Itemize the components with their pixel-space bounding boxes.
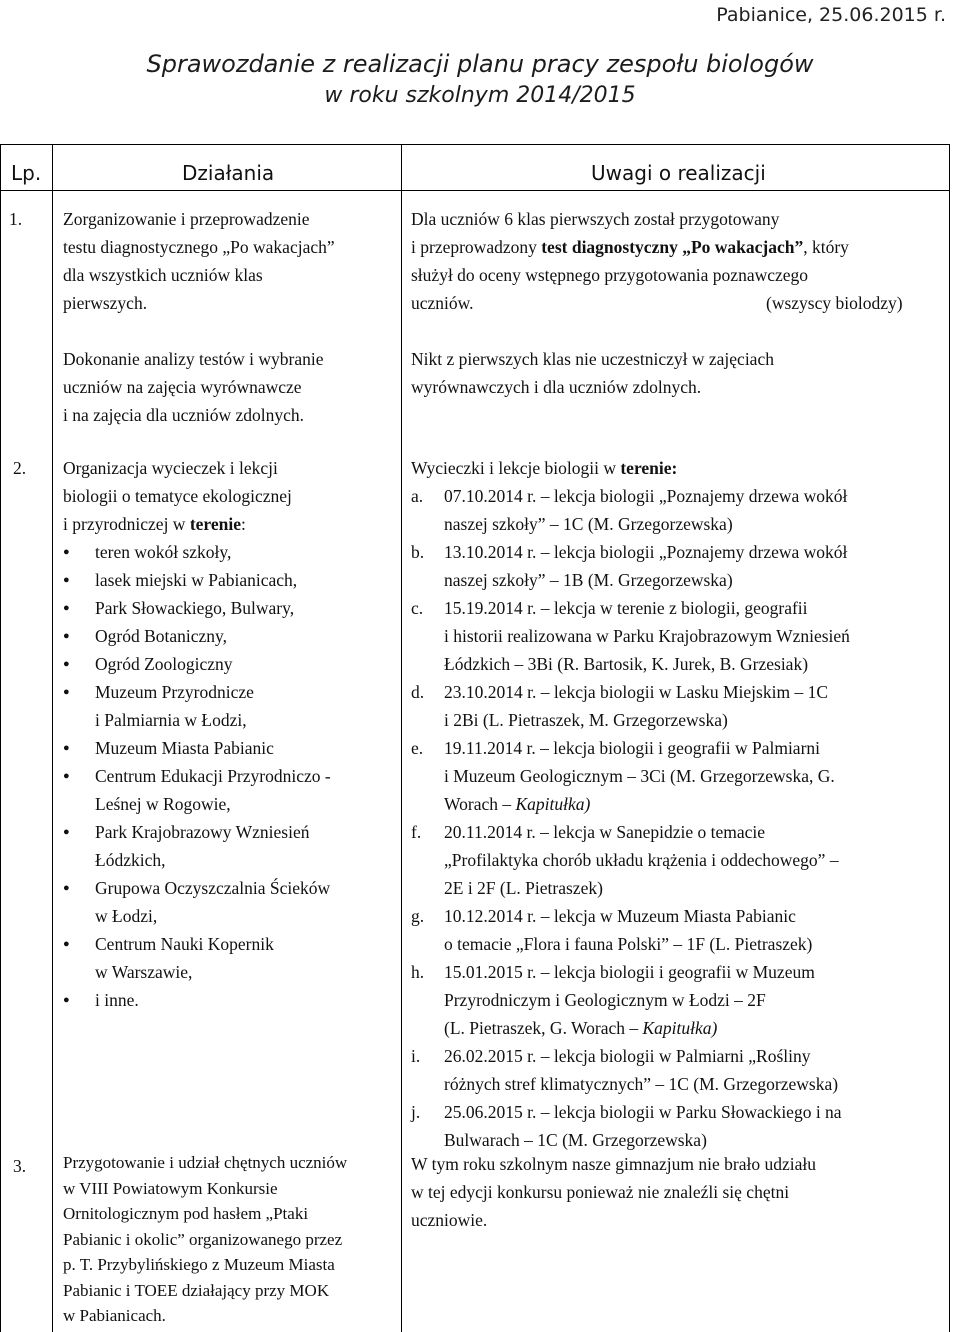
column-divider: [401, 145, 402, 1332]
trip-item: h. 15.01.2015 r. – lekcja biologii i geografii w Muzeum Przyrodniczym i Geologicznym w Łodzi – 2F (L. Pietraszek, G. Worach – Kapitułka): [411, 962, 815, 1038]
action-test-analysis: Dokonanie analizy testów i wybranie uczniów na zajęcia wyrównawcze i na zajęcia dla uczniów zdolnych.: [63, 349, 324, 425]
place-item: ● Centrum Edukacji Przyrodniczo - Leśnej w Rogowie,: [63, 762, 331, 818]
trip-item: g. 10.12.2014 r. – lekcja w Muzeum Miasta Pabianic o temacie „Flora i fauna Polski” – 1F (L. Pietraszek): [411, 906, 813, 954]
place-item: ● i inne.: [63, 986, 331, 1014]
trip-item: f. 20.11.2014 r. – lekcja w Sanepidzie o temacie „Profilaktyka chorób układu krążenia i oddechowego” – 2E i 2F (L. Pietraszek): [411, 822, 839, 898]
remark-test-diagnostic: Dla uczniów 6 klas pierwszych został przygotowany i przeprowadzony test diagnostyczny „Po wakacjach”, który służył do oceny wstępnego przygotowania poznawczego uczniów. (wszyscy biolodzy): [411, 209, 903, 313]
places-list: [63, 538, 331, 1014]
trip-item: d. 23.10.2014 r. – lekcja biologii w Lasku Miejskim – 1C i 2Bi (L. Pietraszek, M. Grzegorzewska): [411, 682, 829, 730]
report-date: Pabianice, 25.06.2015 r.: [716, 4, 946, 26]
place-item: ● Park Słowackiego, Bulwary,: [63, 594, 331, 622]
action-trips: Organizacja wycieczek i lekcji biologii o tematyce ekologicznej i przyrodniczej w terenie: ● teren wokół szkoły, ● lasek miejski w Pabianicach, ● Park Słowackiego, Bulwary, ● Ogród Botaniczny, ● Ogród Zoologiczny ● Muzeum Przyrodnicze i Palmiarnia w Łodzi, ● Muzeum Miasta Pabianic ● Centrum Edukacji Przyrodniczo - Leśnej w Rogowie, ● Park Krajobrazowy Wzniesień Łódzkich, ● Grupowa Oczyszczalnia Ścieków w Łodzi, ● Centrum Nauki Kopernik w Warszawie, ● i inne.: [63, 454, 331, 1014]
trip-item: j. 25.06.2015 r. – lekcja biologii w Parku Słowackiego i na Bulwarach – 1C (M. Grzegorzewska): [411, 1102, 842, 1150]
place-item: ● Centrum Nauki Kopernik w Warszawie,: [63, 930, 331, 986]
action-test-diagnostic: Zorganizowanie i przeprowadzenie testu diagnostycznego „Po wakacjach” dla wszystkich uczniów klas pierwszych.: [63, 209, 335, 313]
report-table: [0, 144, 950, 1332]
remark-test-analysis: Nikt z pierwszych klas nie uczestniczył w zajęciach wyrównawczych i dla uczniów zdolnych.: [411, 349, 774, 397]
report-subtitle: w roku szkolnym 2014/2015: [324, 83, 636, 108]
trip-item: i. 26.02.2015 r. – lekcja biologii w Palmiarni „Rośliny różnych stref klimatycznych” – 1C (M. Grzegorzewska): [411, 1046, 839, 1094]
trips-list: [411, 482, 850, 1154]
remark-ornithology-contest: W tym roku szkolnym nasze gimnazjum nie brało udziału w tej edycji konkursu ponieważ nie znaleźli się chętni uczniowie.: [411, 1154, 816, 1230]
action-ornithology-contest: Przygotowanie i udział chętnych uczniów w VIII Powiatowym Konkursie Ornitologicznym pod hasłem „Ptaki Pabianic i okolic” organizowanego przez p. T. Przybylińskiego z Muzeum Miasta Pabianic i TOEE działający przy MOK w Pabianicach.: [63, 1153, 348, 1325]
place-item: ● Muzeum Miasta Pabianic: [63, 734, 331, 762]
row-number: 3.: [13, 1156, 27, 1176]
place-item: ● Ogród Botaniczny,: [63, 622, 331, 650]
column-header-actions: Działania: [182, 161, 275, 185]
trip-item: c. 15.19.2014 r. – lekcja w terenie z biologii, geografii i historii realizowana w Parku Krajobrazowym Wzniesień Łódzkich – 3Bi (R. Bartosik, K. Jurek, B. Grzesiak): [411, 598, 850, 674]
place-item: ● lasek miejski w Pabianicach,: [63, 566, 331, 594]
place-item: ● Park Krajobrazowy Wzniesień Łódzkich,: [63, 818, 331, 874]
place-item: ● Grupowa Oczyszczalnia Ścieków w Łodzi,: [63, 874, 331, 930]
column-divider: [52, 145, 53, 1332]
row-number: 1.: [9, 209, 23, 229]
trip-item: e. 19.11.2014 r. – lekcja biologii i geografii w Palmiarni i Muzeum Geologicznym – 3Ci (M. Grzegorzewska, G. Worach – Kapitułka): [411, 738, 835, 814]
column-header-lp: Lp.: [11, 161, 42, 185]
trip-item: b. 13.10.2014 r. – lekcja biologii „Poznajemy drzewa wokół naszej szkoły” – 1B (M. Grzegorzewska): [411, 542, 848, 590]
column-header-remarks: Uwagi o realizacji: [591, 161, 766, 185]
header-divider: [1, 190, 949, 191]
report-title: Sprawozdanie z realizacji planu pracy zespołu biologów: [146, 50, 814, 78]
trip-item: a. 07.10.2014 r. – lekcja biologii „Poznajemy drzewa wokół naszej szkoły” – 1C (M. Grzegorzewska): [411, 486, 848, 534]
place-item: ● teren wokół szkoły,: [63, 538, 331, 566]
place-item: ● Muzeum Przyrodnicze i Palmiarnia w Łodzi,: [63, 678, 331, 734]
row-number: 2.: [13, 458, 27, 478]
remark-trips: Wycieczki i lekcje biologii w terenie: a. 07.10.2014 r. – lekcja biologii „Poznajemy drzewa wokół naszej szkoły” – 1C (M. Grzegorzewska) b. 13.10.2014 r. – lekcja biologii „Poznajemy drzewa wokół naszej szkoły” – 1B (M. Grzegorzewska) c. 15.19.2014 r. – lekcja w terenie z biologii, geografii i historii realizowana w Parku Krajobrazowym Wzniesień Łódzkich – 3Bi (R. Bartosik, K. Jurek, B. Grzesiak) d. 23.10.2014 r. – lekcja biologii w Lasku Miejskim – 1C i 2Bi (L. Pietraszek, M. Grzegorzewska) e. 19.11.2014 r. – lekcja biologii i geografii w Palmiarni i Muzeum Geologicznym – 3Ci (M. Grzegorzewska, G. Worach – Kapitułka) f. 20.11.2014 r. – lekcja w Sanepidzie o temacie „Profilaktyka chorób układu krążenia i oddechowego” – 2E i 2F (L. Pietraszek) g. 10.12.2014 r. – lekcja w Muzeum Miasta Pabianic o temacie „Flora i fauna Polski” – 1F (L. Pietraszek) h. 15.01.2015 r. – lekcja biologii i geografii w Muzeum Przyrodniczym i Geologicznym w Łodzi – 2F (L. Pietraszek, G. Worach – Kapitułka) i. 26.02.2015 r. – lekcja biologii w Palmiarni „Rośliny różnych stref klimatycznych” – 1C (M. Grzegorzewska) j. 25.06.2015 r. – lekcja biologii w Parku Słowackiego i na Bulwarach – 1C (M. Grzegorzewska): [411, 454, 850, 1154]
place-item: ● Ogród Zoologiczny: [63, 650, 331, 678]
